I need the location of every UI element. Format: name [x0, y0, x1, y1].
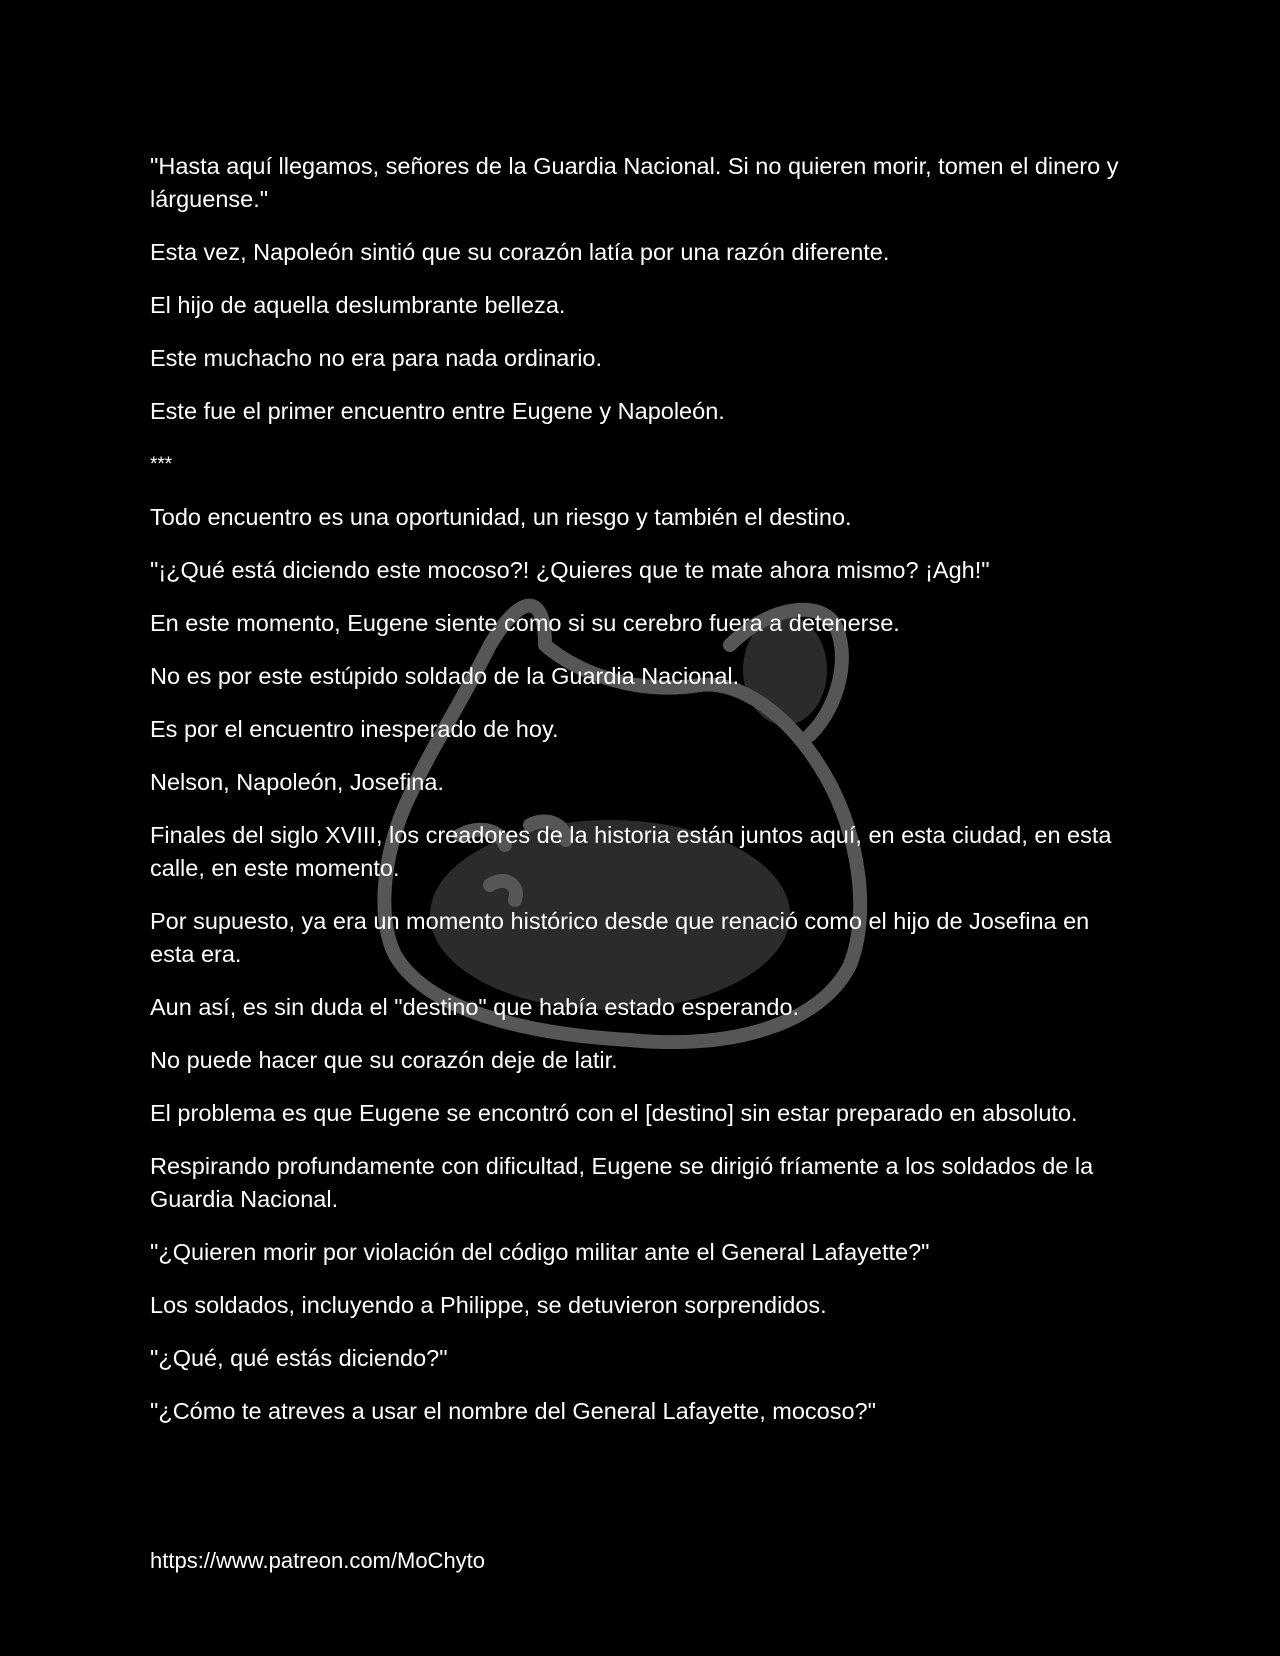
patreon-link[interactable]: https://www.patreon.com/MoChyto [150, 1548, 486, 1573]
paragraph: El hijo de aquella deslumbrante belleza. [150, 292, 566, 318]
paragraph: "¿Cómo te atreves a usar el nombre del General Lafayette, mocoso?" [150, 1398, 876, 1424]
paragraph: No es por este estúpido soldado de la Guardia Nacional. [150, 663, 740, 689]
paragraph: Este fue el primer encuentro entre Eugene y Napoleón. [150, 398, 725, 424]
paragraph: Es por el encuentro inesperado de hoy. [150, 716, 559, 742]
paragraph: "¿Quieren morir por violación del código militar ante el General Lafayette?" [150, 1239, 930, 1265]
paragraph: Por supuesto, ya era un momento histórico desde que renació como el hijo de Josefina en esta era. [150, 908, 1090, 967]
paragraph: Finales del siglo XVIII, los creadores de la historia están juntos aquí, en esta ciudad, en esta calle, en este momento. [150, 822, 1112, 881]
paragraph: Los soldados, incluyendo a Philippe, se detuvieron sorprendidos. [150, 1292, 827, 1318]
paragraph: Esta vez, Napoleón sintió que su corazón latía por una razón diferente. [150, 239, 890, 265]
paragraph: Este muchacho no era para nada ordinario. [150, 345, 603, 371]
paragraph: "¡¿Qué está diciendo este mocoso?! ¿Quieres que te mate ahora mismo? ¡Agh!" [150, 557, 990, 583]
paragraph: "Hasta aquí llegamos, señores de la Guardia Nacional. Si no quieren morir, tomen el dinero y lárguense." [150, 153, 1119, 212]
paragraph: El problema es que Eugene se encontró con el [destino] sin estar preparado en absoluto. [150, 1100, 1078, 1126]
paragraph: No puede hacer que su corazón deje de latir. [150, 1047, 618, 1073]
paragraph: Nelson, Napoleón, Josefina. [150, 769, 444, 795]
scene-separator: *** [150, 454, 173, 475]
paragraph: Aun así, es sin duda el "destino" que había estado esperando. [150, 994, 800, 1020]
paragraph: En este momento, Eugene siente como si su cerebro fuera a detenerse. [150, 610, 900, 636]
paragraph: "¿Qué, qué estás diciendo?" [150, 1345, 448, 1371]
paragraph: Respirando profundamente con dificultad, Eugene se dirigió fríamente a los soldados de la Guardia Nacional. [150, 1153, 1094, 1212]
paragraph: Todo encuentro es una oportunidad, un riesgo y también el destino. [150, 504, 852, 530]
document-body [150, 150, 1135, 1448]
